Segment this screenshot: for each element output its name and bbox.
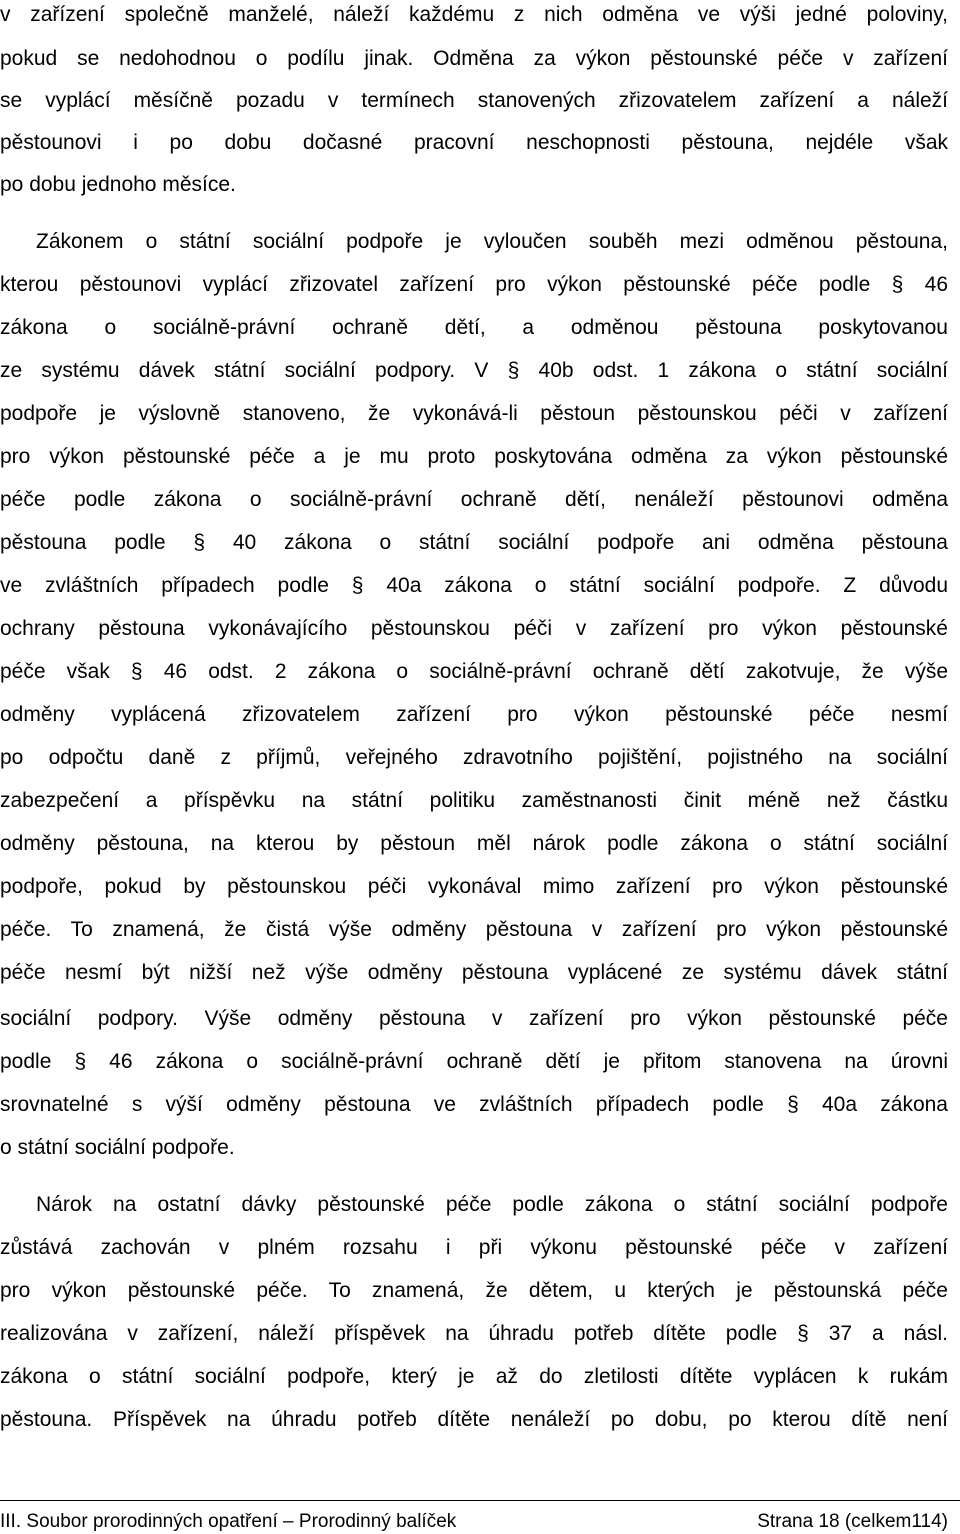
footer-page-number: Strana 18 (celkem114) bbox=[757, 1511, 948, 1532]
text-line: péče podle zákona o sociálně-právní ochraně dětí, nenáleží pěstounovi odměna bbox=[0, 488, 948, 511]
text-line: se vyplácí měsíčně pozadu v termínech stanovených zřizovatelem zařízení a náleží bbox=[0, 89, 948, 112]
text-line: podpoře je výslovně stanoveno, že vykonává-li pěstoun pěstounskou péči v zařízení bbox=[0, 402, 948, 425]
text-line: péče však § 46 odst. 2 zákona o sociálně-právní ochraně dětí zakotvuje, že výše bbox=[0, 660, 948, 683]
text-line: ze systému dávek státní sociální podpory. V § 40b odst. 1 zákona o státní sociální bbox=[0, 359, 948, 382]
text-line: podpoře, pokud by pěstounskou péči vykonával mimo zařízení pro výkon pěstounské bbox=[0, 875, 948, 898]
text-line: sociální podpory. Výše odměny pěstouna v zařízení pro výkon pěstounské péče bbox=[0, 1007, 948, 1030]
text-line: zákona o sociálně-právní ochraně dětí, a odměnou pěstouna poskytovanou bbox=[0, 316, 948, 339]
text-line: zákona o státní sociální podpoře, který je až do zletilosti dítěte vyplácen k rukám bbox=[0, 1365, 948, 1388]
text-line: srovnatelné s výší odměny pěstouna ve zvláštních případech podle § 40a zákona bbox=[0, 1093, 948, 1116]
text-line: po dobu jednoho měsíce. bbox=[0, 173, 236, 196]
text-line: pokud se nedohodnou o podílu jinak. Odměna za výkon pěstounské péče v zařízení bbox=[0, 47, 948, 70]
text-line: v zařízení společně manželé, náleží každému z nich odměna ve výši jedné poloviny, bbox=[0, 3, 948, 26]
text-line: Zákonem o státní sociální podpoře je vyloučen souběh mezi odměnou pěstouna, bbox=[36, 230, 948, 253]
footer-section-title: III. Soubor prorodinných opatření – Prorodinný balíček bbox=[0, 1511, 457, 1532]
text-line: pěstounovi i po dobu dočasné pracovní neschopnosti pěstouna, nejdéle však bbox=[0, 131, 948, 154]
text-line: pro výkon pěstounské péče. To znamená, že dětem, u kterých je pěstounská péče bbox=[0, 1279, 948, 1302]
text-line: zůstává zachován v plném rozsahu i při výkonu pěstounské péče v zařízení bbox=[0, 1236, 948, 1259]
text-line: po odpočtu daně z příjmů, veřejného zdravotního pojištění, pojistného na sociální bbox=[0, 746, 948, 769]
text-line: pěstouna. Příspěvek na úhradu potřeb dítěte nenáleží po dobu, po kterou dítě není bbox=[0, 1408, 948, 1431]
text-line: pěstouna podle § 40 zákona o státní sociální podpoře ani odměna pěstouna bbox=[0, 531, 948, 554]
text-line: zabezpečení a příspěvku na státní politiku zaměstnanosti činit méně než částku bbox=[0, 789, 948, 812]
text-line: Nárok na ostatní dávky pěstounské péče podle zákona o státní sociální podpoře bbox=[36, 1193, 948, 1216]
text-line: kterou pěstounovi vyplácí zřizovatel zařízení pro výkon pěstounské péče podle § 46 bbox=[0, 273, 948, 296]
text-line: podle § 46 zákona o sociálně-právní ochraně dětí je přitom stanovena na úrovni bbox=[0, 1050, 948, 1073]
text-line: o státní sociální podpoře. bbox=[0, 1136, 235, 1159]
text-line: ochrany pěstouna vykonávajícího pěstounskou péči v zařízení pro výkon pěstounské bbox=[0, 617, 948, 640]
text-line: pro výkon pěstounské péče a je mu proto poskytována odměna za výkon pěstounské bbox=[0, 445, 948, 468]
text-line: realizována v zařízení, náleží příspěvek na úhradu potřeb dítěte podle § 37 a násl. bbox=[0, 1322, 948, 1345]
text-line: ve zvláštních případech podle § 40a zákona o státní sociální podpoře. Z důvodu bbox=[0, 574, 948, 597]
text-line: péče. To znamená, že čistá výše odměny pěstouna v zařízení pro výkon pěstounské bbox=[0, 918, 948, 941]
text-line: odměny pěstouna, na kterou by pěstoun měl nárok podle zákona o státní sociální bbox=[0, 832, 948, 855]
text-line: péče nesmí být nižší než výše odměny pěstouna vyplácené ze systému dávek státní bbox=[0, 961, 948, 984]
text-line: odměny vyplácená zřizovatelem zařízení pro výkon pěstounské péče nesmí bbox=[0, 703, 948, 726]
footer-divider bbox=[0, 1500, 960, 1501]
